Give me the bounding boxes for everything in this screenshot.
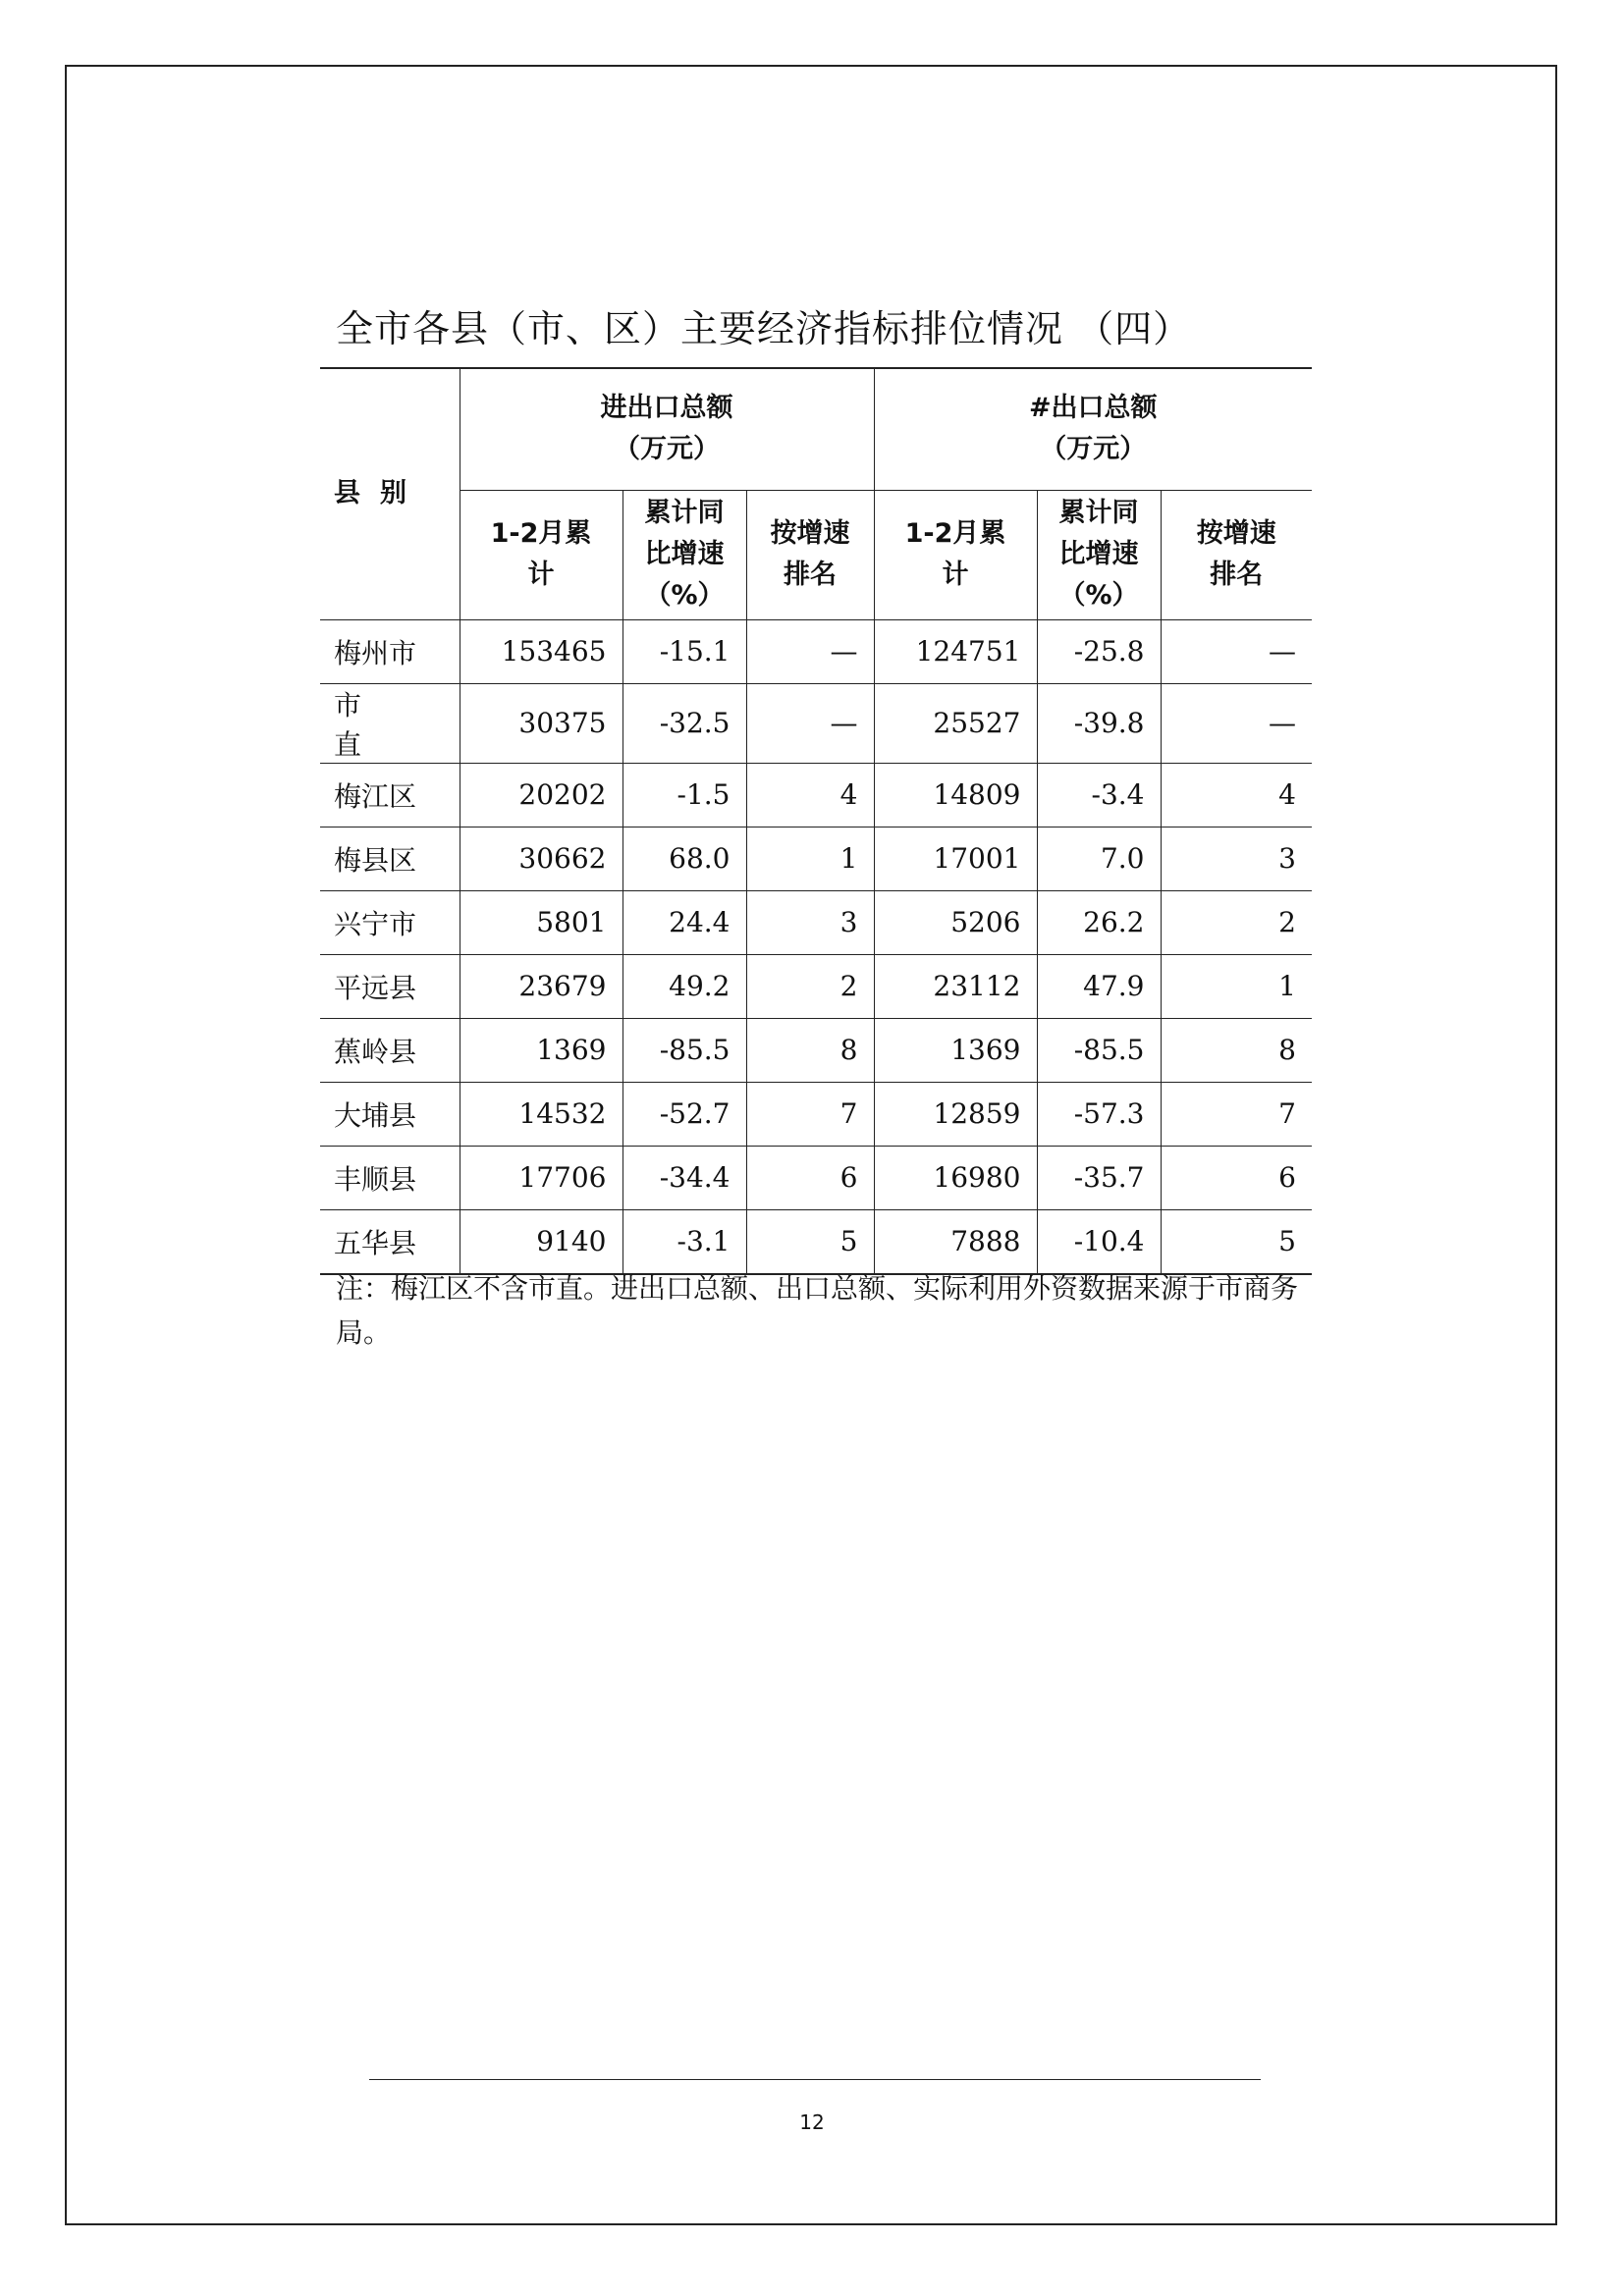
ex-total-cell: 14809 — [874, 763, 1037, 827]
ex-total-cell: 25527 — [874, 683, 1037, 763]
ex-total-cell: 12859 — [874, 1082, 1037, 1146]
ex-rank-cell: 4 — [1161, 763, 1312, 827]
header-import-export-unit: （万元） — [614, 434, 720, 465]
ex-total-cell: 23112 — [874, 954, 1037, 1018]
page-title: 全市各县（市、区）主要经济指标排位情况 （四） — [336, 307, 1192, 350]
table-row — [320, 1082, 1312, 1146]
ie-rank-cell: 5 — [746, 1209, 874, 1274]
county-name: 五华县 — [320, 1209, 460, 1274]
county-name: 蕉岭县 — [320, 1018, 460, 1082]
ie-growth-cell: -15.1 — [623, 619, 746, 683]
ex-rank-cell: 2 — [1161, 890, 1312, 954]
ie-growth-cell: 24.4 — [623, 890, 746, 954]
ex-total-cell: 7888 — [874, 1209, 1037, 1274]
header-ex-growth-line1: 累计同 — [1058, 498, 1139, 528]
header-ex-rank-line1: 按增速 — [1196, 518, 1276, 549]
header-export-label: #出口总额 — [1028, 393, 1158, 424]
county-name: 大埔县 — [320, 1082, 460, 1146]
ex-total-cell: 124751 — [874, 619, 1037, 683]
ie-growth-cell: -52.7 — [623, 1082, 746, 1146]
header-import-export-label: 进出口总额 — [600, 393, 733, 424]
ie-rank-cell: 6 — [746, 1146, 874, 1209]
county-name: 平远县 — [320, 954, 460, 1018]
table-row — [320, 827, 1312, 890]
ie-total-cell: 23679 — [460, 954, 623, 1018]
ex-growth-cell: -3.4 — [1037, 763, 1161, 827]
ie-growth-cell: -85.5 — [623, 1018, 746, 1082]
ex-rank-cell: 6 — [1161, 1146, 1312, 1209]
county-name: 丰顺县 — [320, 1146, 460, 1209]
header-ex-growth-line3: （%） — [1058, 580, 1139, 611]
ie-rank-cell: 3 — [746, 890, 874, 954]
ie-total-cell: 9140 — [460, 1209, 623, 1274]
ex-growth-cell: -57.3 — [1037, 1082, 1161, 1146]
indicator-table — [320, 367, 1312, 1275]
header-import-export-total — [460, 368, 874, 490]
ex-growth-cell: -35.7 — [1037, 1146, 1161, 1209]
header-ie-rank — [746, 490, 874, 619]
ex-growth-cell: -10.4 — [1037, 1209, 1161, 1274]
header-export-unit: （万元） — [1040, 434, 1147, 465]
ie-total-cell: 153465 — [460, 619, 623, 683]
ie-total-cell: 30375 — [460, 683, 623, 763]
county-name: 梅州市 — [320, 619, 460, 683]
ie-growth-cell: -32.5 — [623, 683, 746, 763]
table-row — [320, 890, 1312, 954]
ie-rank-cell: — — [746, 619, 874, 683]
header-county: 县别 — [320, 368, 460, 619]
ex-growth-cell: -39.8 — [1037, 683, 1161, 763]
ex-growth-cell: -25.8 — [1037, 619, 1161, 683]
table-row — [320, 683, 1312, 763]
header-ex-rank — [1161, 490, 1312, 619]
county-name: 梅县区 — [320, 827, 460, 890]
ex-total-cell: 5206 — [874, 890, 1037, 954]
header-ex-cumulative — [874, 490, 1037, 619]
header-ie-growth-line3: （%） — [644, 580, 725, 611]
ie-growth-cell: -3.1 — [623, 1209, 746, 1274]
county-name: 梅江区 — [320, 763, 460, 827]
ie-growth-cell: 49.2 — [623, 954, 746, 1018]
ie-rank-cell: 4 — [746, 763, 874, 827]
header-ie-rank-line1: 按增速 — [770, 518, 850, 549]
header-ie-growth-line2: 比增速 — [644, 539, 725, 569]
ie-total-cell: 20202 — [460, 763, 623, 827]
ie-rank-cell: — — [746, 683, 874, 763]
ex-total-cell: 1369 — [874, 1018, 1037, 1082]
ie-rank-cell: 7 — [746, 1082, 874, 1146]
ex-growth-cell: 7.0 — [1037, 827, 1161, 890]
ex-rank-cell: 5 — [1161, 1209, 1312, 1274]
table-row — [320, 763, 1312, 827]
ex-growth-cell: 26.2 — [1037, 890, 1161, 954]
ex-rank-cell: 1 — [1161, 954, 1312, 1018]
header-ie-cumulative — [460, 490, 623, 619]
ie-growth-cell: -1.5 — [623, 763, 746, 827]
ie-rank-cell: 2 — [746, 954, 874, 1018]
table-row — [320, 954, 1312, 1018]
ex-total-cell: 16980 — [874, 1146, 1037, 1209]
header-ex-rank-line2: 排名 — [1210, 560, 1264, 590]
table-row — [320, 1209, 1312, 1274]
header-ie-rank-line2: 排名 — [784, 560, 837, 590]
ex-rank-cell: 3 — [1161, 827, 1312, 890]
ie-total-cell: 30662 — [460, 827, 623, 890]
county-name: 市直 — [320, 683, 460, 763]
ie-total-cell: 1369 — [460, 1018, 623, 1082]
table-note: 注：梅江区不含市直。进出口总额、出口总额、实际利用外资数据来源于市商务局。 — [336, 1272, 1299, 1349]
footer-divider — [369, 2079, 1261, 2080]
county-name: 兴宁市 — [320, 890, 460, 954]
page-number: 12 — [799, 2110, 825, 2134]
table-row — [320, 1018, 1312, 1082]
table-row — [320, 619, 1312, 683]
ex-total-cell: 17001 — [874, 827, 1037, 890]
ie-total-cell: 5801 — [460, 890, 623, 954]
ex-rank-cell: — — [1161, 683, 1312, 763]
ie-growth-cell: 68.0 — [623, 827, 746, 890]
header-ex-growth-line2: 比增速 — [1058, 539, 1139, 569]
header-ie-cumulative-line2: 计 — [527, 560, 555, 590]
header-ie-growth — [623, 490, 746, 619]
ie-total-cell: 17706 — [460, 1146, 623, 1209]
header-ie-growth-line1: 累计同 — [644, 498, 725, 528]
header-ex-growth — [1037, 490, 1161, 619]
ie-total-cell: 14532 — [460, 1082, 623, 1146]
header-ex-cumulative-line1: 1-2月累 — [904, 518, 1006, 549]
header-ie-cumulative-line1: 1-2月累 — [490, 518, 592, 549]
table-row — [320, 1146, 1312, 1209]
ex-growth-cell: -85.5 — [1037, 1018, 1161, 1082]
ex-rank-cell: — — [1161, 619, 1312, 683]
ie-growth-cell: -34.4 — [623, 1146, 746, 1209]
ex-rank-cell: 8 — [1161, 1018, 1312, 1082]
header-ex-cumulative-line2: 计 — [942, 560, 969, 590]
ie-rank-cell: 8 — [746, 1018, 874, 1082]
ie-rank-cell: 1 — [746, 827, 874, 890]
ex-rank-cell: 7 — [1161, 1082, 1312, 1146]
ex-growth-cell: 47.9 — [1037, 954, 1161, 1018]
header-export-total — [874, 368, 1312, 490]
